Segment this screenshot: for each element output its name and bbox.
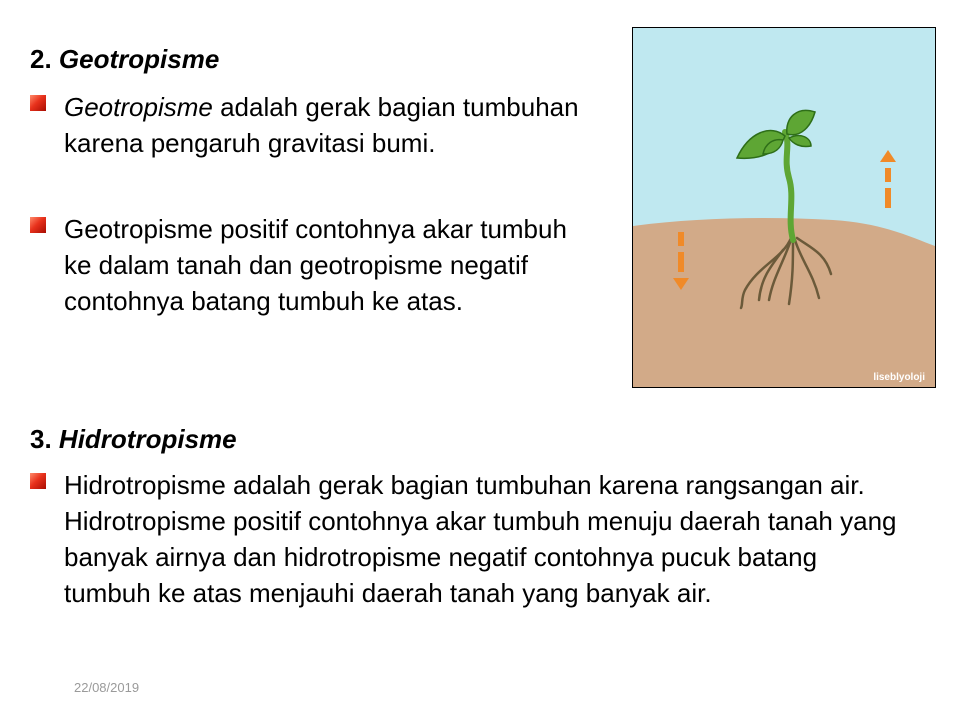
bullet-text: Hidrotropisme adalah gerak bagian tumbuhan karena rangsangan air. Hidrotropisme positif contohnya akar tumbuh menuju daerah tanah yang banyak airnya dan hidrotropisme negatif contohnya pucuk batang tumbuh ke atas menjauhi daerah tanah yang banyak air.: [64, 470, 897, 608]
bullet-square-icon: [30, 473, 46, 489]
section-3-number: 3.: [30, 424, 52, 454]
bullet-square-icon: [30, 217, 46, 233]
section-2-title: Geotropisme: [58, 44, 220, 74]
figure-watermark: liseblyoloji: [873, 372, 925, 383]
footer-date: 22/08/2019: [74, 680, 140, 695]
bullet-italic-term: Geotropisme: [64, 92, 213, 122]
bullet-text: [64, 89, 590, 161]
section-2-heading: [30, 44, 219, 75]
section-3-heading: [30, 424, 237, 455]
plant-geotropism-illustration: [632, 27, 936, 388]
section-3-title: Hidrotropisme: [58, 424, 237, 454]
bullet-text: Geotropisme positif contohnya akar tumbuh ke dalam tanah dan geotropisme negatif contohnya batang tumbuh ke atas.: [64, 214, 567, 316]
bullet-rest-text: adalah gerak bagian tumbuhan karena pengaruh gravitasi bumi.: [64, 92, 579, 158]
bullet-square-icon: [30, 95, 46, 111]
section-2-number: 2.: [30, 44, 52, 74]
